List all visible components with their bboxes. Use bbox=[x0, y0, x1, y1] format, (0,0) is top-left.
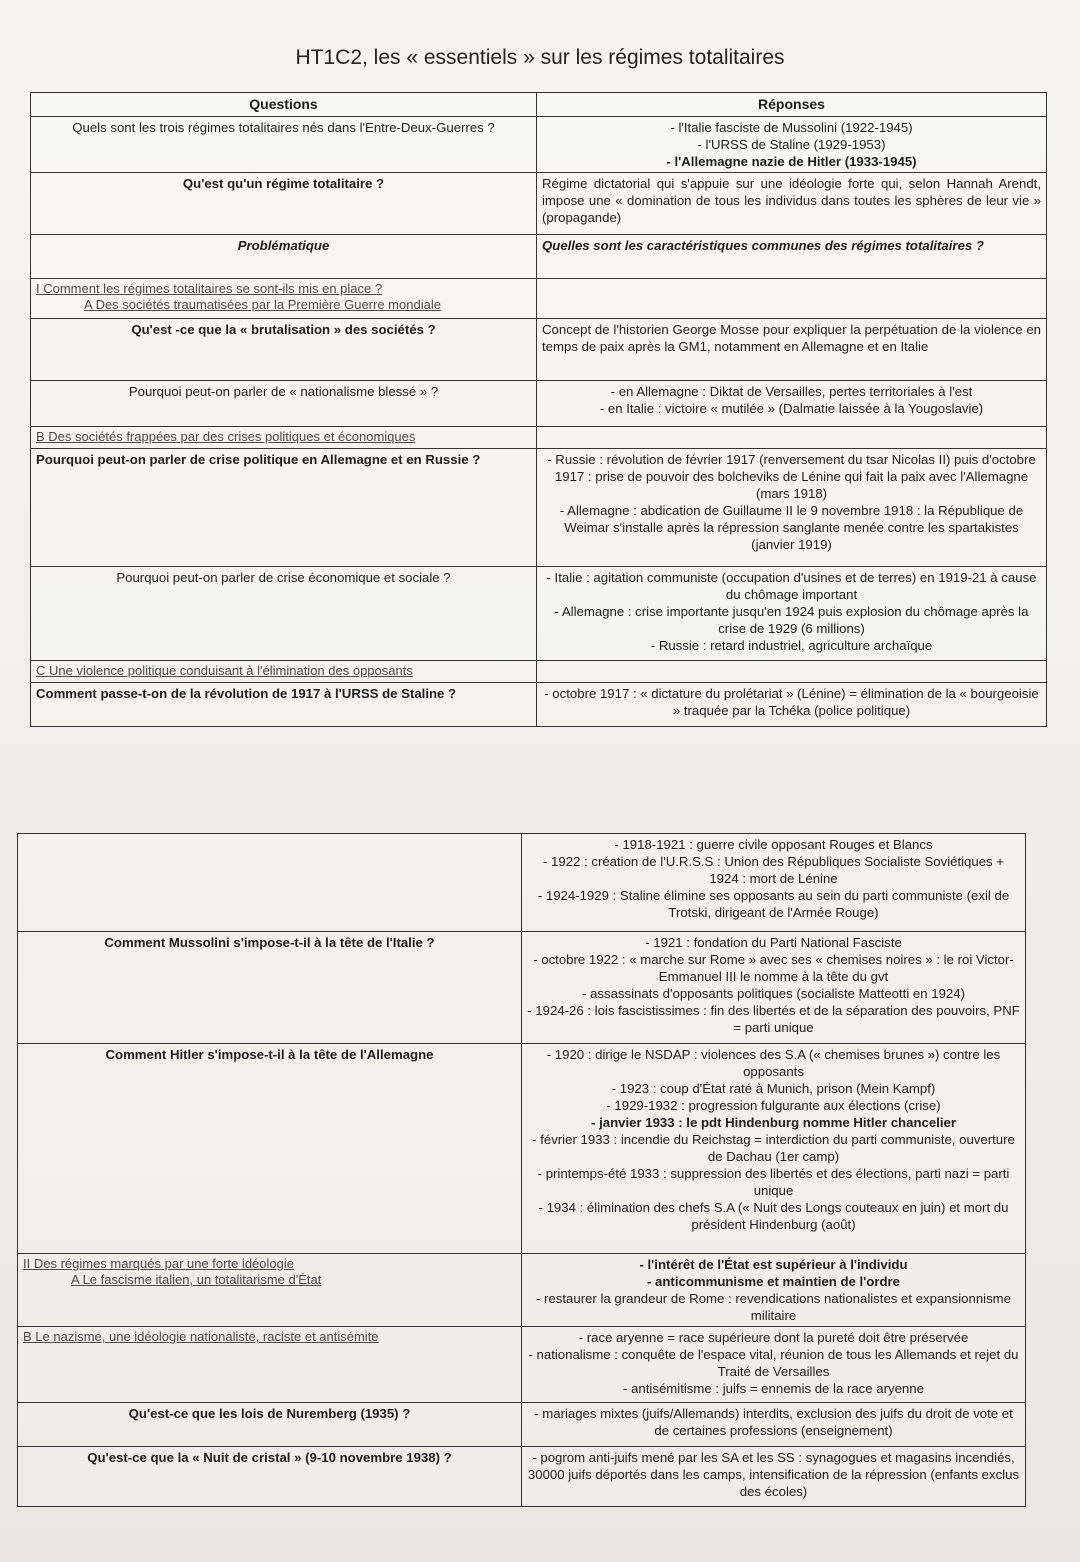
answer-cell bbox=[537, 117, 1047, 173]
table-row bbox=[31, 235, 1047, 279]
reponses-header: Réponses bbox=[537, 93, 1047, 117]
question-cell: Qu'est-ce que les lois de Nuremberg (1935) ? bbox=[18, 1403, 522, 1447]
table-row bbox=[18, 1403, 1026, 1447]
section-row bbox=[31, 427, 1047, 449]
section-title: I Comment les régimes totalitaires se sont-ils mis en place ? bbox=[36, 281, 383, 296]
question-cell: Comment passe-t-on de la révolution de 1917 à l'URSS de Staline ? bbox=[31, 683, 537, 727]
answer-cell: - pogrom anti-juifs mené par les SA et les SS : synagogues et magasins incendiés, 30000 juifs déportés dans les camps, intensification de la répression (enfants exclus des écoles) bbox=[522, 1447, 1026, 1507]
empty-cell bbox=[537, 279, 1047, 319]
table-row bbox=[18, 1254, 1026, 1327]
table-row bbox=[31, 319, 1047, 381]
answer-line: - restaurer la grandeur de Rome : revendications nationalistes et expansionnisme militaire bbox=[535, 1291, 1011, 1323]
answer-line: - 1929-1932 : progression fulgurante aux élections (crise) bbox=[606, 1098, 941, 1113]
answer-line: - Italie : agitation communiste (occupation d'usines et de terres) en 1919-21 à cause du chômage important bbox=[546, 570, 1037, 602]
summary-table-1 bbox=[30, 92, 1047, 727]
empty-cell bbox=[537, 427, 1047, 449]
subsection-title: A Le fascisme italien, un totalitarisme d'État bbox=[71, 1272, 322, 1287]
section-heading bbox=[31, 279, 537, 319]
answer-line: - février 1933 : incendie du Reichstag = interdiction du parti communiste, ouverture de Dachau (1er camp) bbox=[532, 1132, 1015, 1164]
page-title: HT1C2, les « essentiels » sur les régimes totalitaires bbox=[295, 46, 785, 69]
section-heading: C Une violence politique conduisant à l'élimination des opposants bbox=[31, 661, 537, 683]
answer-line: - Russie : révolution de février 1917 (renversement du tsar Nicolas II) puis d'octobre 1917 : prise de pouvoir des bolcheviks de Lénine qui fait la paix avec l'Allemagne (mars 1918) bbox=[547, 452, 1036, 501]
question-cell: Quels sont les trois régimes totalitaires nés dans l'Entre-Deux-Guerres ? bbox=[31, 117, 537, 173]
problematique-text: Quelles sont les caractéristiques communes des régimes totalitaires ? bbox=[537, 235, 1047, 279]
answer-line: - 1924-1929 : Staline élimine ses opposants au sein du parti communiste (exil de Trotski, dirigeant de l'Armée Rouge) bbox=[537, 888, 1010, 920]
section-heading: B Le nazisme, une idéologie nationaliste, raciste et antisémite bbox=[18, 1327, 522, 1403]
table-row bbox=[18, 1447, 1026, 1507]
question-cell: Qu'est-ce que la « Nuit de cristal » (9-10 novembre 1938) ? bbox=[18, 1447, 522, 1507]
section-title: II Des régimes marqués par une forte idéologie bbox=[23, 1256, 294, 1271]
problematique-label: Problématique bbox=[31, 235, 537, 279]
answer-line: - Allemagne : abdication de Guillaume II le 9 novembre 1918 : la République de Weimar s'installe après la répression sanglante menée contre les spartakistes (janvier 1919) bbox=[559, 503, 1024, 552]
answer-line: - octobre 1922 : « marche sur Rome » avec ses « chemises noires » : le roi Victor-Emmanuel III le nomme à la tête du gvt bbox=[533, 952, 1014, 984]
answer-line: - 1918-1921 : guerre civile opposant Rouges et Blancs bbox=[614, 837, 933, 852]
answer-line: - janvier 1933 : le pdt Hindenburg nomme Hitler chancelier bbox=[591, 1115, 956, 1130]
answer-line: - antisémitisme : juifs = ennemis de la race aryenne bbox=[623, 1381, 924, 1396]
answer-line: - race aryenne = race supérieure dont la pureté doit être préservée bbox=[578, 1330, 969, 1345]
table-row bbox=[31, 173, 1047, 235]
answer-line: - l'intérêt de l'État est supérieur à l'individu bbox=[639, 1257, 908, 1272]
answer-line: - 1934 : élimination des chefs S.A (« Nuit des Longs couteaux en juin) et mort du président Hindenburg (août) bbox=[538, 1200, 1009, 1232]
table-row bbox=[31, 449, 1047, 567]
answer-line: - l'Allemagne nazie de Hitler (1933-1945) bbox=[666, 154, 917, 169]
answer-line: - printemps-été 1933 : suppression des libertés et des élections, parti nazi = parti unique bbox=[537, 1166, 1010, 1198]
answer-cell bbox=[537, 381, 1047, 427]
question-cell: Pourquoi peut-on parler de crise économique et sociale ? bbox=[31, 567, 537, 661]
subsection-title: A Des sociétés traumatisées par la Première Guerre mondiale bbox=[84, 297, 441, 312]
question-cell: Pourquoi peut-on parler de crise politique en Allemagne et en Russie ? bbox=[31, 449, 537, 567]
section-row bbox=[31, 661, 1047, 683]
table-header-row bbox=[31, 93, 1047, 117]
answer-cell bbox=[522, 1044, 1026, 1254]
answer-line: - l'URSS de Staline (1929-1953) bbox=[697, 137, 886, 152]
table-row bbox=[18, 932, 1026, 1044]
answer-cell bbox=[522, 1254, 1026, 1327]
empty-cell bbox=[537, 661, 1047, 683]
answer-cell: Régime dictatorial qui s'appuie sur une idéologie forte qui, selon Hannah Arendt, impose une « domination de tous les individus dans toutes les sphères de leur vie » (propagande) bbox=[537, 173, 1047, 235]
answer-line: - 1920 : dirige le NSDAP : violences des S.A (« chemises brunes ») contre les opposants bbox=[546, 1047, 1001, 1079]
answer-cell bbox=[522, 932, 1026, 1044]
question-cell: Comment Hitler s'impose-t-il à la tête de l'Allemagne bbox=[18, 1044, 522, 1254]
table-row bbox=[31, 567, 1047, 661]
section-row bbox=[31, 279, 1047, 319]
answer-cell bbox=[537, 449, 1047, 567]
question-cell: Qu'est qu'un régime totalitaire ? bbox=[31, 173, 537, 235]
answer-line: - en Allemagne : Diktat de Versailles, pertes territoriales à l'est bbox=[610, 384, 973, 399]
answer-cell bbox=[522, 1327, 1026, 1403]
answer-line: - l'Italie fasciste de Mussolini (1922-1945) bbox=[670, 120, 913, 135]
questions-header: Questions bbox=[31, 93, 537, 117]
summary-table-2 bbox=[17, 833, 1026, 1507]
table-row bbox=[18, 834, 1026, 932]
answer-line: - Russie : retard industriel, agriculture archaïque bbox=[650, 638, 933, 653]
answer-line: - en Italie : victoire « mutilée » (Dalmatie laissée à la Yougoslavie) bbox=[599, 401, 984, 416]
answer-line: - 1923 : coup d'État raté à Munich, prison (Mein Kampf) bbox=[611, 1081, 936, 1096]
question-cell: Comment Mussolini s'impose-t-il à la tête de l'Italie ? bbox=[18, 932, 522, 1044]
section-heading: B Des sociétés frappées par des crises politiques et économiques bbox=[31, 427, 537, 449]
answer-cell: Concept de l'historien George Mosse pour expliquer la perpétuation de la violence en temps de paix après la GM1, notamment en Allemagne et en Italie bbox=[537, 319, 1047, 381]
empty-cell bbox=[18, 834, 522, 932]
answer-line: - nationalisme : conquête de l'espace vital, réunion de tous les Allemands et rejet du Traité de Versailles bbox=[528, 1347, 1019, 1379]
answer-line: - 1921 : fondation du Parti National Fasciste bbox=[645, 935, 902, 950]
answer-line: - 1922 : création de l'U.R.S.S : Union des Républiques Socialiste Soviétiques + 1924 : mort de Lénine bbox=[542, 854, 1005, 886]
question-cell: Pourquoi peut-on parler de « nationalisme blessé » ? bbox=[31, 381, 537, 427]
table-row bbox=[31, 683, 1047, 727]
answer-line: - 1924-26 : lois fascistissimes : fin des libertés et de la séparation des pouvoirs, PNF = parti unique bbox=[527, 1003, 1020, 1035]
answer-cell: - octobre 1917 : « dictature du prolétariat » (Lénine) = élimination de la « bourgeoisie » traquée par la Tchéka (police politique) bbox=[537, 683, 1047, 727]
table-row bbox=[31, 117, 1047, 173]
table-row bbox=[18, 1327, 1026, 1403]
answer-line: - assassinats d'opposants politiques (socialiste Matteotti en 1924) bbox=[582, 986, 965, 1001]
answer-line: - Allemagne : crise importante jusqu'en 1924 puis explosion du chômage après la crise de 1929 (6 millions) bbox=[554, 604, 1029, 636]
question-cell: Qu'est -ce que la « brutalisation » des sociétés ? bbox=[31, 319, 537, 381]
answer-cell bbox=[522, 834, 1026, 932]
section-heading bbox=[18, 1254, 522, 1327]
table-row bbox=[18, 1044, 1026, 1254]
answer-line: - anticommunisme et maintien de l'ordre bbox=[646, 1274, 901, 1289]
answer-cell bbox=[537, 567, 1047, 661]
answer-cell: - mariages mixtes (juifs/Allemands) interdits, exclusion des juifs du droit de vote et de certaines professions (enseignement) bbox=[522, 1403, 1026, 1447]
table-row bbox=[31, 381, 1047, 427]
